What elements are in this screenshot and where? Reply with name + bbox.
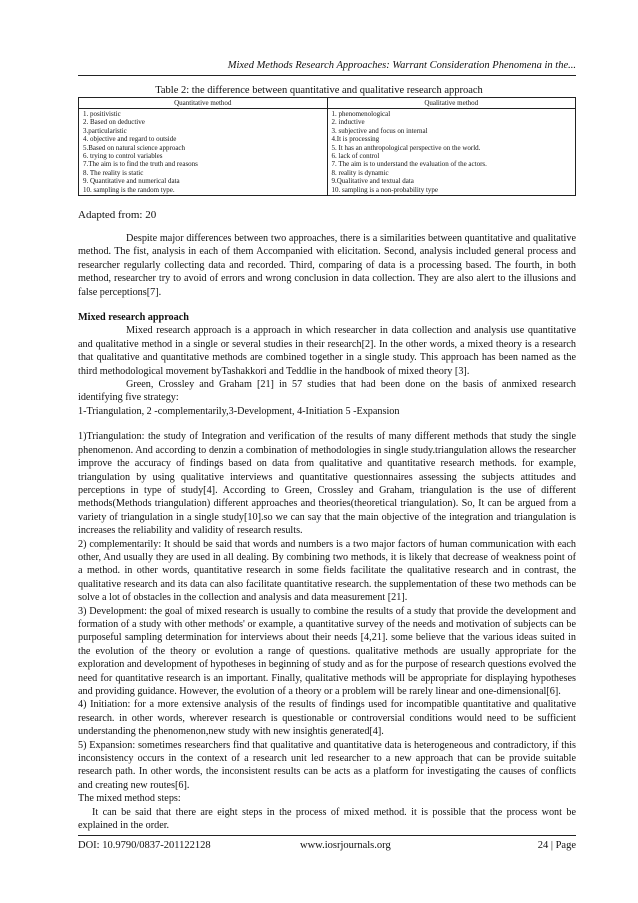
running-head: Mixed Methods Research Approaches: Warrant Consideration Phenomena in the... [227,60,576,71]
table-header-quantitative: Quantitative method [79,98,328,109]
header-rule [78,75,576,76]
quantitative-column [79,109,328,196]
list-item: 8. reality is dynamic [331,168,389,177]
comparison-table [78,97,576,196]
paragraph-five-strategies: Green, Crossley and Graham [21] in 57 studies that had been done on the basis of anmixed research identifying five strategy: [78,379,576,404]
table-caption: Table 2: the difference between quantitative and qualitative research approach [155,85,483,96]
list-item: 10. sampling is a non-probability type [331,185,439,194]
table-header-qualitative: Qualitative method [327,98,576,109]
list-item: 5.Based on natural science approach [83,143,186,152]
paragraph-expansion: 5) Expansion: sometimes researchers find that qualitative and quantitative data is heterogeneous and contradictory, if this inconsistency occurs in the context of a research unit led researcher to a new approach that can be provide suitable research path. In other words, the inconsistent results can be acts as a platform for investigating the causes of conflicts and creating new routes[6]. [78,739,576,791]
list-item: 7.The aim is to find the truth and reasons [83,160,198,169]
section-heading: Mixed research approach [78,312,189,324]
paragraph-mixed-definition: Mixed research approach is a approach in which researcher in data collection and analysis use quantitative and qualitative method in a single or several studies in their research[2]. In the other words, a mixed theory is a research that qualitative and quantitative methods are combined together in a single study. This approach has been named as the third methodological movement byTashakkori and Teddlie in the handbook of mixed theory [3]. [78,325,576,377]
footer-rule [78,835,576,836]
paragraph-steps-title: The mixed method steps: [78,793,181,805]
list-item: 9.Qualitative and textual data [331,177,414,186]
list-item: 4. objective and regard to outside [83,135,177,144]
paragraph-complementarily: 2) complementarily: It should be said that words and numbers is a two major factors of human communication with each other, And usually they are used in all dealing. By combining two methods, it is likely that decrease of weakness point of a method. in other words, quantitative research in some fields facilitate the qualitative research and in contrast, the qualitative research and its data can also facilitate quantitative research. the supplementation of these two methods can be solve a lot of obstacles in the collection and analysis and data measurement [21]. [78,538,576,604]
list-item: 7. The aim is to understand the evaluation of the actors. [331,160,487,169]
list-item: 4.It is processing [331,135,380,144]
table-source-note: Adapted from: 20 [78,209,157,221]
list-item: 3.particularistic [83,126,127,135]
list-item: 2. inductive [331,118,365,127]
list-item: 5. It has an anthropological perspective on the world. [331,143,481,152]
list-item: 1. positivistic [83,110,121,118]
list-item: 10. sampling is the random type. [83,185,175,194]
list-item: 8. The reality is static [83,168,144,177]
list-item: 9. Quantitative and numerical data [83,177,180,186]
paragraph-steps: It can be said that there are eight steps in the process of mixed method. it is possible that the process wont be explained in the order. [78,806,576,832]
list-item: 1. phenomenological [331,110,391,118]
paragraph-development: 3) Development: the goal of mixed research is usually to combine the results of a study that provide the development and formation of a study with other methods' or example, a quantitative survey of the needs and motivation of subjects can be purposeful sampling determination for interviews about their needs [4,21]. some believe that the various ideas suited in the evolution of the theory or evolution a range of questions. qualitative methods are usually appropriate for the exploration and development of hypotheses in beginning of study and as for the purpose of research questions evolved the need for quantitative research is an important. Finally, qualitative methods will be appropriate for displaying hypotheses and providing guidance. However, the evolution of a theory or a problem will be rarely linear and one-dimensional[6]. [78,605,576,697]
footer-page-number: 24 | Page [537,840,576,851]
list-item: 2. Based on deductive [83,118,145,127]
footer-url: www.iosrjournals.org [300,840,391,851]
footer-doi: DOI: 10.9790/0837-201122128 [78,840,211,851]
list-item: 6. trying to control variables [83,152,163,161]
body-text [78,232,576,832]
list-item: 3. subjective and focus on internal [331,126,428,135]
list-item: 6. lack of control [331,152,380,161]
qualitative-column [327,109,576,196]
paragraph-triangulation: 1)Triangulation: the study of Integration and verification of the results of many different methods that study the single phenomenon. And according to denzin a combination of methodologies in single study.triangulation allows the researcher improve the accuracy of findings based on data from qualitative and quantitative research methods. for example, triangulation by using qualitative interviews and quantitative questionnaires assessing the subjects attitudes and perceptions in type of study[4]. According to Green, Crossley and Graham, triangulation is the use of different methods(Methods triangulation) different approaches and theories(theoretical triangulation). So, It can be argued from a variety of triangulation in a single study[10].so we can say that the main objective of the integration and triangulation is increases the reliability and validity of research results. [78,431,576,537]
paragraph-similarities: Despite major differences between two approaches, there is a similarities between quantitative and qualitative method. The fist, analysis in each of them Accompanied with elicitation. Second, analysis included general process and researcher regularly collecting data and recorded. Third, comparing of data is a processing based. The fourth, in both method, researcher try to avoid of errors and wrong conclusion in data collection. They are also alert to the illusions and false perceptions[7]. [78,233,576,298]
strategy-list: 1-Triangulation, 2 -complementarily,3-Development, 4-Initiation 5 -Expansion [78,405,400,417]
paragraph-initiation: 4) Initiation: for a more extensive analysis of the results of findings used for incompatible quantitative and qualitative research. in other words, wherever research is questionable or controversial conditions would need to be sufficient understanding the phenomenon,new study with new insightis generated[4]. [78,699,576,738]
